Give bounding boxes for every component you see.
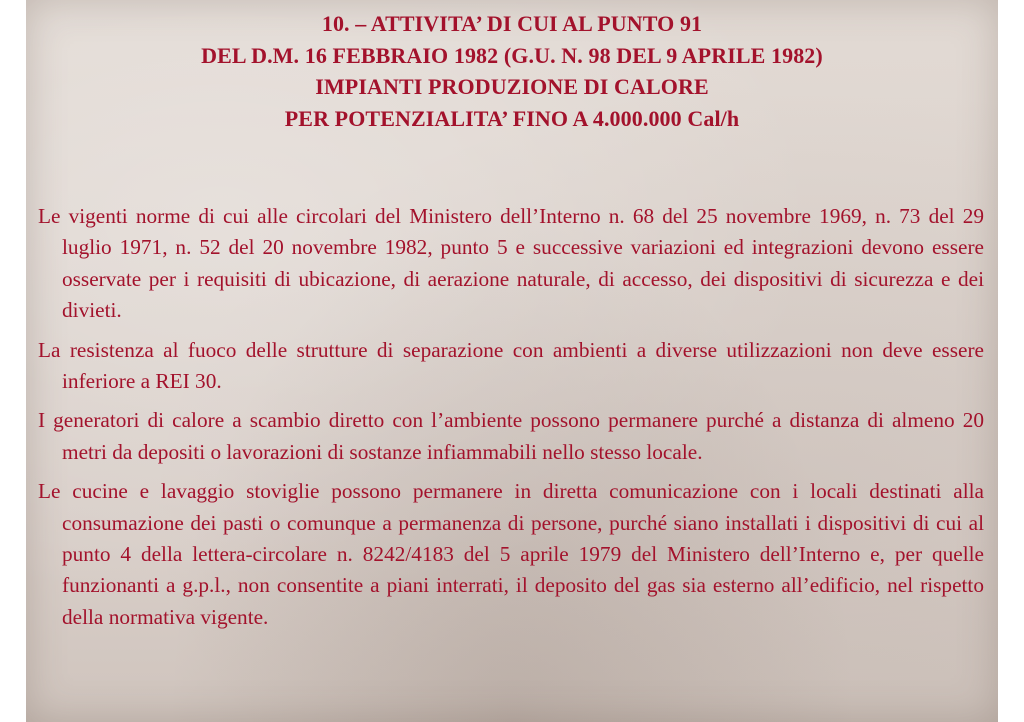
paragraph-fire-resistance: La resistenza al fuoco delle strutture di separazione con ambienti a diverse utilizzazioni non deve essere inferiore a REI 30.: [38, 337, 984, 394]
paragraph-heat-generators: I generatori di calore a scambio diretto con l’ambiente possono permanere purché a distanza di almeno 20 metri da depositi o lavorazioni di sostanze infiammabili nello stesso locale.: [38, 408, 984, 464]
document-page: [26, 0, 998, 722]
heading-line-2: DEL D.M. 16 FEBBRAIO 1982 (G.U. N. 98 DEL 9 APRILE 1982): [201, 42, 823, 68]
body-text: [38, 201, 984, 641]
heading-line-4: PER POTENZIALITA’ FINO A 4.000.000 Cal/h: [284, 105, 740, 131]
heading-line-1: 10. – ATTIVITA’ DI CUI AL PUNTO 91: [321, 11, 703, 36]
paragraph-kitchens: Le cucine e lavaggio stoviglie possono permanere in diretta comunicazione con i locali destinati alla consumazione dei pasti o comunque a permanenza di persone, purché siano installati i dispositivi di cui al punto 4 della lettera-circolare n. 8242/4183 del 5 aprile 1979 del Ministero dell’Interno e, per quelle funzionanti a g.p.l., non consentite a piani interrati, il deposito del gas sia esterno all’edificio, nel rispetto della normativa vigente.: [38, 479, 984, 629]
heading-block: [26, 8, 998, 134]
heading-line-3: IMPIANTI PRODUZIONE DI CALORE: [315, 74, 709, 99]
paragraph-general-norms: Le vigenti norme di cui alle circolari del Ministero dell’Interno n. 68 del 25 novembre 1969, n. 73 del 29 luglio 1971, n. 52 del 20 novembre 1982, punto 5 e successive variazioni ed integrazioni devono essere osservate per i requisiti di ubicazione, di aerazione naturale, di accesso, dei dispositivi di sicurezza e dei divieti.: [38, 204, 984, 323]
